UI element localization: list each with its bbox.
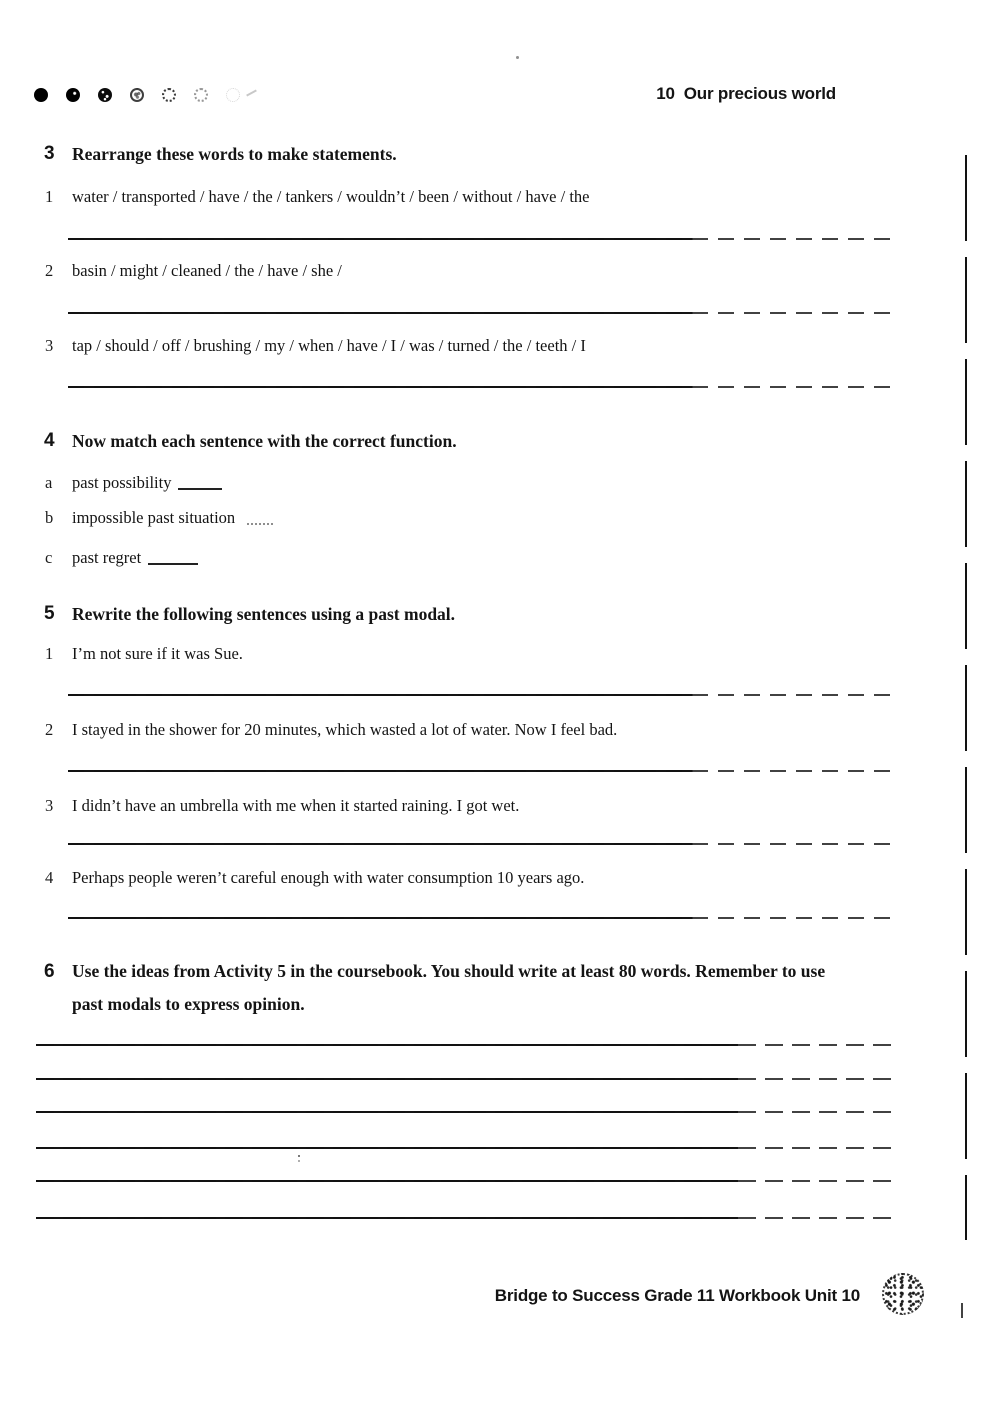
match-blank [148, 552, 198, 565]
item-text: tap / should / off / brushing / my / when / have / I / was / turned / the / teeth / I [72, 336, 586, 355]
exercise-instruction: Now match each sentence with the correct function. [72, 431, 457, 451]
item-letter: b [45, 508, 54, 527]
item-text: I’m not sure if it was Sue. [72, 644, 243, 663]
exercise-3-item-1 [45, 186, 589, 208]
exercise-4-item-a [45, 472, 222, 494]
scan-speck [298, 1155, 300, 1157]
scan-speck [516, 56, 519, 59]
item-text: water / transported / have / the / tankers / wouldn’t / been / without / have / the [72, 187, 590, 206]
writing-line [36, 1044, 892, 1046]
fading-dot-icon [162, 88, 176, 102]
exercise-number: 5 [44, 603, 55, 624]
exercise-3-item-2 [45, 260, 342, 282]
exercise-5-item-2 [45, 719, 617, 741]
writing-line [36, 1111, 892, 1113]
writing-line [36, 1217, 892, 1219]
unit-header [656, 84, 836, 104]
exercise-4-item-b [45, 507, 273, 529]
item-text [72, 547, 198, 569]
fading-dot-icon [66, 88, 80, 102]
item-text: I stayed in the shower for 20 minutes, which wasted a lot of water. Now I feel bad. [72, 720, 618, 739]
answer-line [68, 917, 890, 919]
item-letter: c [45, 548, 53, 567]
exercise-5-item-3 [45, 795, 519, 817]
fading-dot-icon [194, 88, 208, 102]
exercise-4-item-c [45, 547, 198, 569]
exercise-5-heading [44, 602, 455, 626]
fading-dot-icon [98, 88, 112, 102]
item-label: impossible past situation [72, 508, 236, 527]
item-number: 4 [45, 868, 54, 887]
answer-line [68, 770, 890, 772]
exercise-5-item-1 [45, 643, 243, 665]
item-number: 1 [45, 187, 54, 206]
match-blank [178, 477, 222, 490]
exercise-3-item-3 [45, 335, 586, 357]
item-text [72, 507, 273, 529]
exercise-5-item-4 [45, 867, 584, 889]
writing-line [36, 1078, 892, 1080]
exercise-number: 4 [44, 430, 55, 451]
publisher-stamp-icon [882, 1273, 924, 1315]
page-edge-line [965, 155, 967, 1240]
answer-line [68, 238, 890, 240]
exercise-instruction: Rewrite the following sentences using a past modal. [72, 604, 456, 624]
unit-number: 10 [656, 84, 675, 103]
item-number: 2 [45, 261, 54, 280]
exercise-4-heading [44, 429, 457, 453]
item-text: I didn’t have an umbrella with me when it started raining. I got wet. [72, 796, 520, 815]
answer-line [68, 694, 890, 696]
unit-title: Our precious world [683, 84, 836, 103]
item-number: 3 [45, 336, 54, 355]
writing-line [36, 1147, 892, 1149]
item-number: 1 [45, 644, 54, 663]
fading-dot-icon [226, 88, 240, 102]
answer-line [68, 312, 890, 314]
item-label: past possibility [72, 473, 172, 492]
item-text: basin / might / cleaned / the / have / she / [72, 261, 342, 280]
answer-line [68, 843, 890, 845]
item-label: past regret [72, 548, 142, 567]
item-letter: a [45, 473, 53, 492]
exercise-number: 6 [44, 961, 55, 982]
writing-line [36, 1180, 892, 1182]
answer-line [68, 386, 890, 388]
fading-dot-icon [130, 88, 144, 102]
scan-speck [246, 90, 257, 97]
exercise-3-heading [44, 142, 397, 166]
print-registration-dots [34, 88, 240, 102]
exercise-number: 3 [44, 143, 55, 164]
item-text: Perhaps people weren’t careful enough with water consumption 10 years ago. [72, 868, 585, 887]
fading-dot-icon [34, 88, 48, 102]
exercise-instruction: Use the ideas from Activity 5 in the coursebook. You should write at least 80 words. Remember to use past modals to express opinion. [72, 961, 826, 1014]
scan-speck [961, 1303, 963, 1318]
item-text [72, 472, 222, 494]
exercise-6-heading [44, 955, 844, 1021]
match-blank [247, 512, 273, 525]
item-number: 2 [45, 720, 54, 739]
item-number: 3 [45, 796, 54, 815]
footer-caption: Bridge to Success Grade 11 Workbook Unit 10 [494, 1286, 860, 1305]
exercise-instruction: Rearrange these words to make statements. [72, 144, 397, 164]
